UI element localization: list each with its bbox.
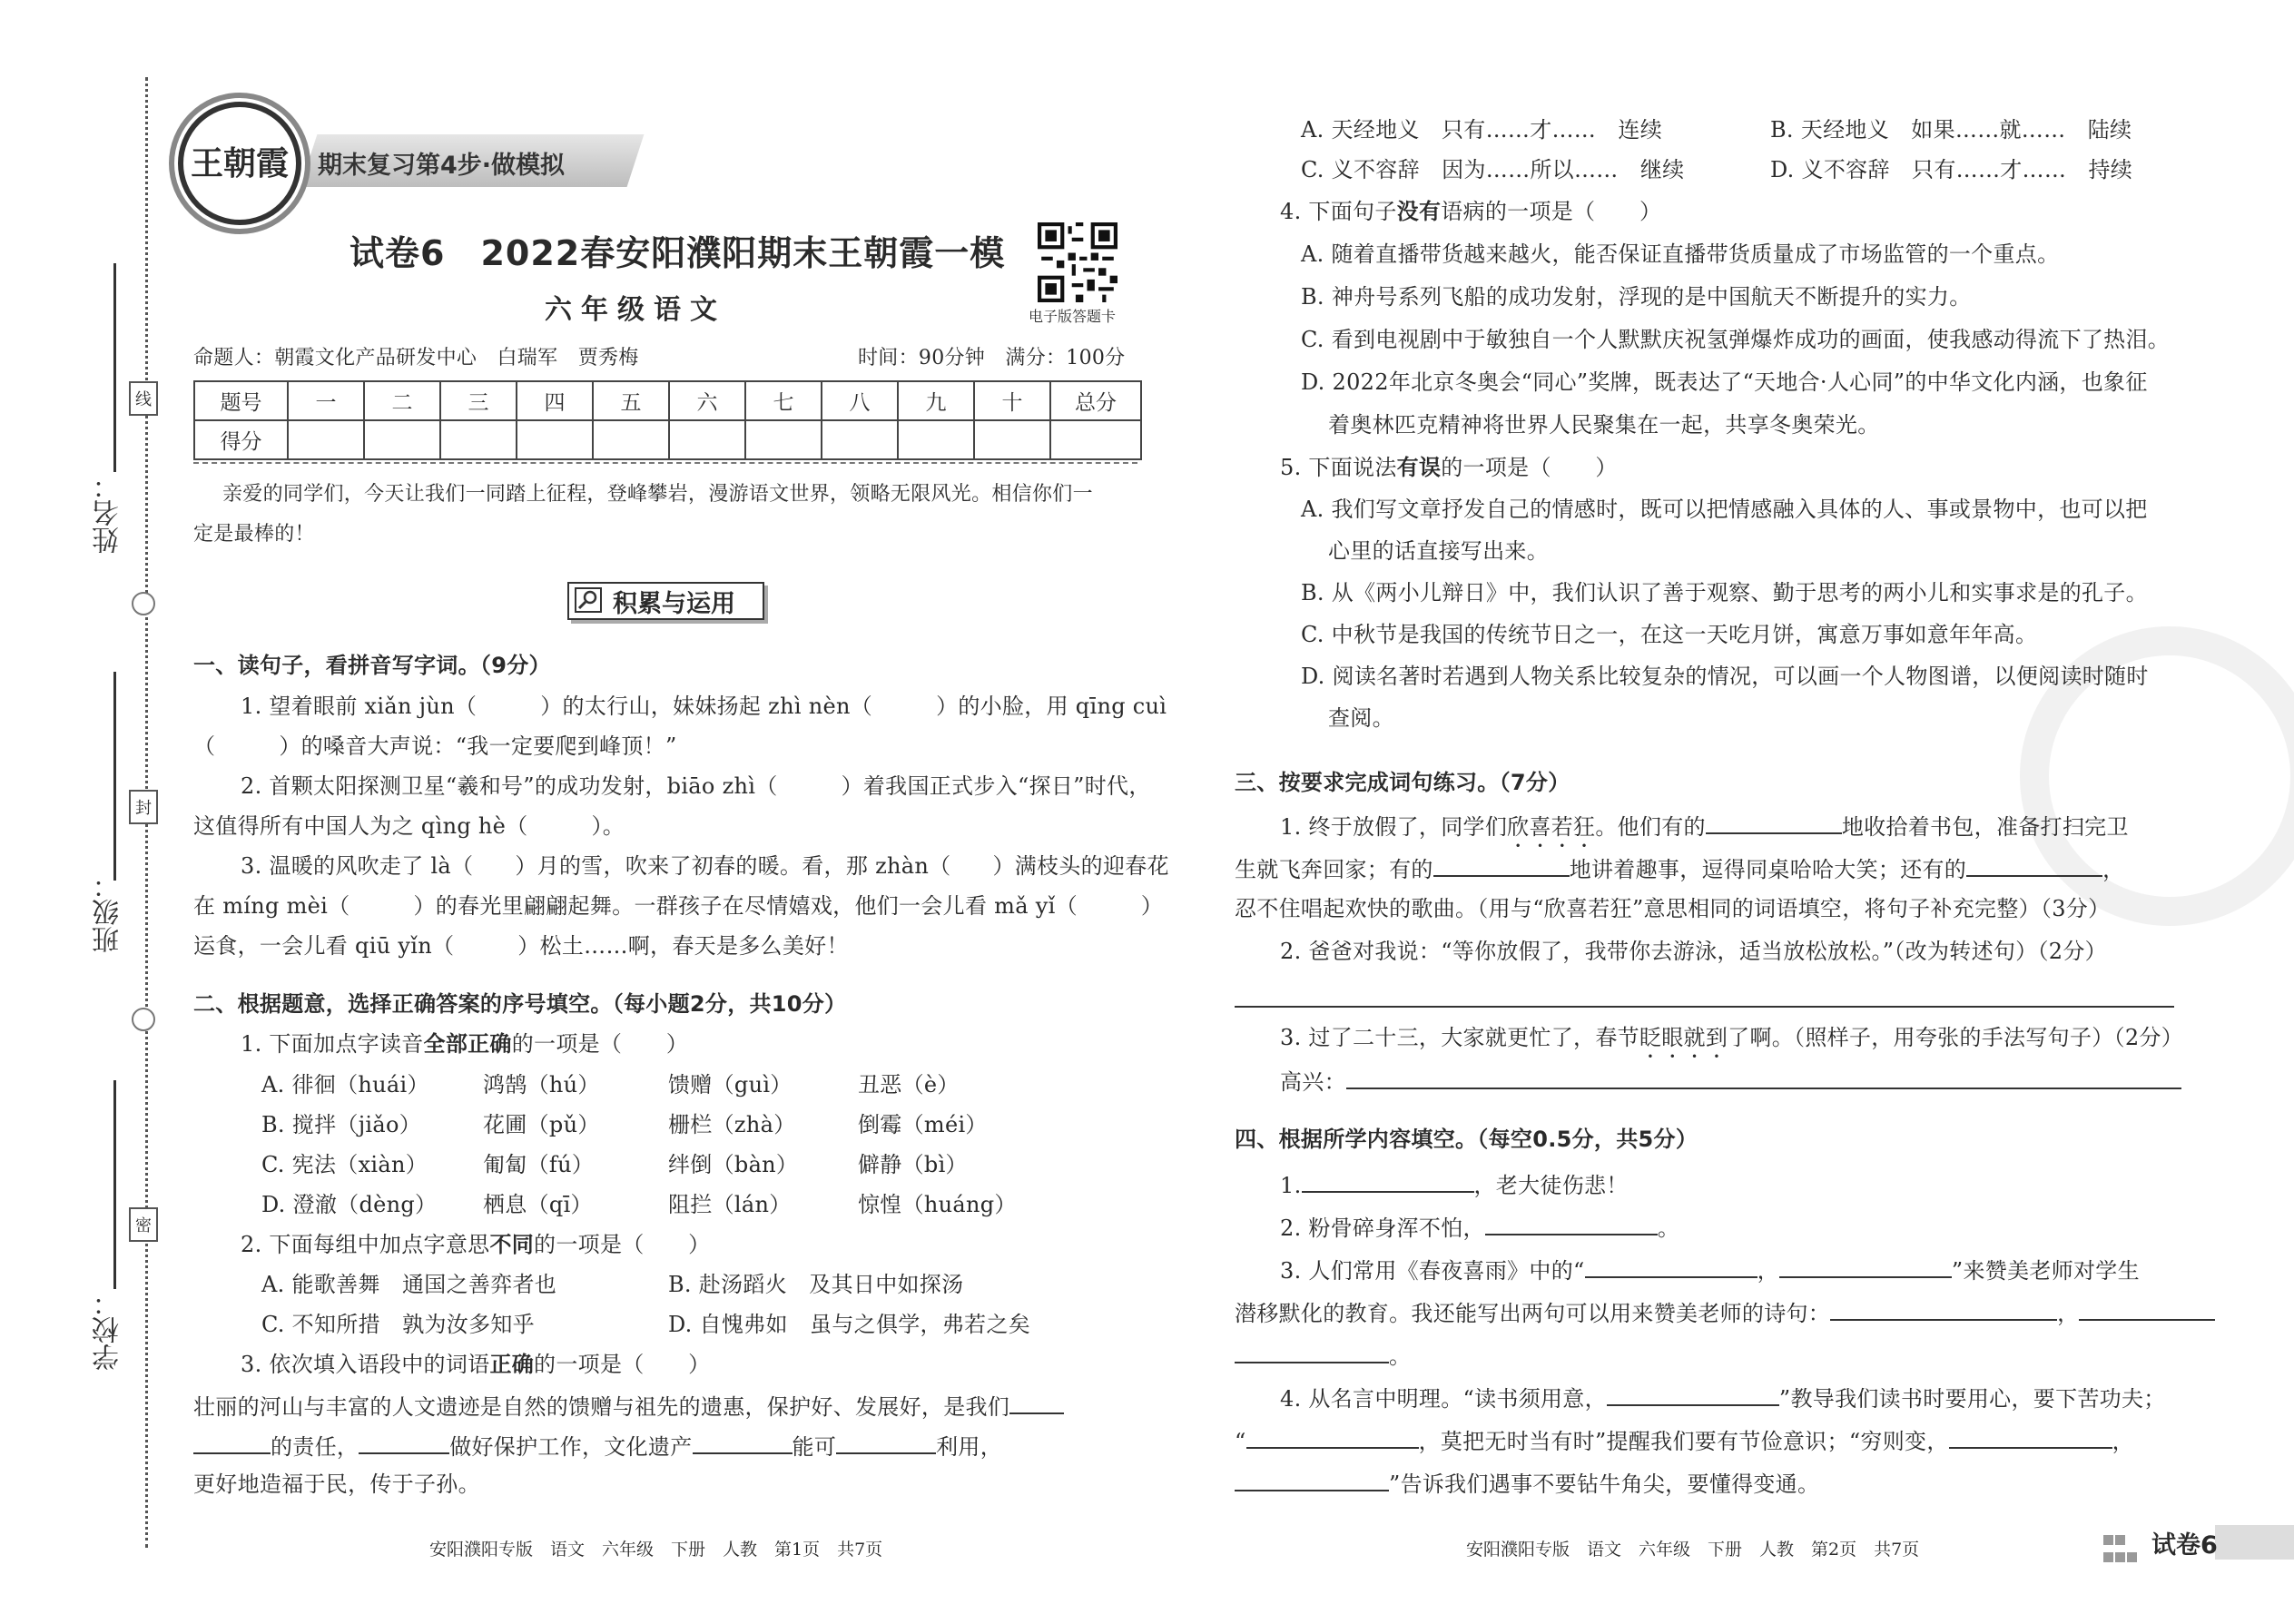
- answer-blank[interactable]: [1485, 1212, 1658, 1235]
- qr-caption: 电子版答题卡: [1029, 308, 1117, 325]
- score-header-cell: 五: [593, 381, 669, 420]
- q1-line: 在 míng mèi（ ）的春光里翩翩起舞。一群孩子在尽情嬉戏，他们一会儿看 mǎ yǐ（ ）: [193, 893, 1164, 919]
- q4-4-line: 4. 从名言中明理。“读书须用意， ”教导我们读书时要用心，要下苦功夫；: [1280, 1383, 2166, 1412]
- q4-4-line: ”告诉我们遇事不要钻牛角尖，要懂得变通。: [1235, 1468, 1819, 1498]
- q2-1-option: 栖息（qī）: [483, 1192, 593, 1217]
- q1-line: （ ）的嗓音大声说：“我一定要爬到峰顶！”: [193, 733, 677, 759]
- class-label: 班级：: [93, 871, 124, 953]
- q1-line: 2. 首颗太阳探测卫星“羲和号”的成功发射，biāo zhì（ ）着我国正式步入“探日”时代，: [241, 773, 1151, 799]
- brand-logo: 王朝霞: [178, 102, 301, 225]
- q2-3-option: D. 义不容辞 只有……才…… 持续: [1770, 157, 2133, 182]
- score-cell[interactable]: [1050, 420, 1141, 459]
- answer-blank[interactable]: [1607, 1383, 1779, 1406]
- q1-line: 这值得所有中国人为之 qìng hè（ ）。: [193, 813, 625, 839]
- q2-3-paragraph: 壮丽的河山与丰富的人文遗迹是自然的馈赠与祖先的遗惠，保护好、发展好，是我们: [193, 1391, 1064, 1421]
- qr-code-icon[interactable]: [1038, 222, 1117, 302]
- q4-4-line: “ ，莫把无时当有时”提醒我们要有节俭意识；“穷则变， ，: [1235, 1425, 2134, 1455]
- binding-hole: [132, 592, 155, 615]
- q2-1-option: B. 搅拌（jiǎo）: [261, 1112, 422, 1137]
- q2-4-option: B. 神舟号系列飞船的成功发射，浮现的是中国航天不断提升的实力。: [1301, 284, 1972, 310]
- answer-blank[interactable]: [1433, 853, 1570, 877]
- binding-hole: [132, 1008, 155, 1031]
- name-label: 姓名：: [93, 472, 124, 554]
- q2-3-option: B. 天经地义 如果……就…… 陆续: [1770, 117, 2132, 143]
- score-header-cell: 总分: [1050, 381, 1141, 420]
- q2-4-option: D. 2022年北京冬奥会“同心”奖牌，既表达了“天地合·人心同”的中华文化内涵，也象征: [1301, 369, 2148, 395]
- q2-1-option: 栅栏（zhà）: [668, 1112, 796, 1137]
- footer-left: 安阳濮阳专版 语文 六年级 下册 人教 第1页 共7页: [429, 1540, 883, 1560]
- q2-1-option: 僻静（bì）: [858, 1152, 968, 1177]
- answer-blank[interactable]: [1235, 1340, 1389, 1363]
- exam-title: 试卷6 2022春安阳濮阳期末王朝霞一模: [350, 233, 1006, 273]
- q2-1-option: 馈赠（guì）: [668, 1072, 793, 1097]
- footer-exam-label: 试卷6: [2151, 1531, 2218, 1560]
- footer-bar: [2215, 1525, 2294, 1560]
- q2-5-stem: 5. 下面说法有误的一项是（ ）: [1280, 454, 1618, 480]
- q2-1-option: 丑恶（è）: [858, 1072, 960, 1097]
- answer-blank[interactable]: [1779, 1255, 1952, 1278]
- q1-line: 1. 望着眼前 xiǎn jùn（ ）的太行山，妹妹扬起 zhì nèn（ ）的小脸，用 qīng cuì: [241, 694, 1167, 719]
- q2-5-option: A. 我们写文章抒发自己的情感时，既可以把情感融入具体的人、事或景物中，也可以把: [1301, 497, 2148, 522]
- q2-1-option: 阻拦（lán）: [668, 1192, 792, 1217]
- score-header-cell: 九: [898, 381, 974, 420]
- q2-1-option: 鸿鹄（hú）: [483, 1072, 600, 1097]
- answer-blank[interactable]: [1302, 1169, 1474, 1193]
- answer-blank[interactable]: [1949, 1425, 2112, 1449]
- class-underline: [113, 672, 116, 881]
- q2-2-option: D. 自愧弗如 虽与之俱学，弗若之矣: [668, 1312, 1031, 1337]
- q2-1-option: 倒霉（méi）: [858, 1112, 988, 1137]
- score-cell[interactable]: [898, 420, 974, 459]
- score-cell[interactable]: [288, 420, 364, 459]
- score-cell[interactable]: [822, 420, 898, 459]
- q2-1-option: 绊倒（bàn）: [668, 1152, 799, 1177]
- q2-5-option: B. 从《两小儿辩日》中，我们认识了善于观察、勤于思考的两小儿和实事求是的孔子。: [1301, 580, 2148, 605]
- q3-1-line: 忍不住唱起欢快的歌曲。（用与“欣喜若狂”意思相同的词语填空，将句子补充完整）（3分）: [1235, 896, 2111, 921]
- q1-line: 运食，一会儿看 qiū yǐn（ ）松土……啊，春天是多么美好！: [193, 933, 849, 959]
- q2-3-option: A. 天经地义 只有……才…… 连续: [1301, 117, 1662, 143]
- score-table-header-row: [194, 381, 1141, 420]
- q2-1-option: C. 宪法（xiàn）: [261, 1152, 428, 1177]
- answer-blank[interactable]: [1830, 1297, 2057, 1321]
- score-cell[interactable]: [517, 420, 593, 459]
- q3-2-line: 2. 爸爸对我说：“等你放假了，我带你去游泳，适当放松放松。”（改为转述句）（2分）: [1280, 939, 2107, 964]
- q1-line: 3. 温暖的风吹走了 là（ ）月的雪，吹来了初春的暖。看，那 zhàn（ ）满枝头的迎春花: [241, 853, 1169, 879]
- score-header-cell: 一: [288, 381, 364, 420]
- name-underline: [113, 263, 116, 472]
- banner-text: 期末复习第4步·做模拟: [318, 152, 566, 180]
- q2-3-paragraph: 的责任， 做好保护工作，文化遗产 能可 利用，: [193, 1431, 1002, 1461]
- q2-2-stem: 2. 下面每组中加点字意思不同的一项是（ ）: [241, 1231, 711, 1257]
- q1-title: 一、读句子，看拼音写字词。（9分）: [193, 653, 551, 678]
- answer-line[interactable]: [1235, 1006, 2174, 1008]
- q4-3-line: 潜移默化的教育。我还能写出两句可以用来赞美老师的诗句： ，: [1235, 1297, 2215, 1327]
- binding-mark-xian: 线: [129, 381, 158, 416]
- score-cell[interactable]: [364, 420, 440, 459]
- section-tag-label: 积累与运用: [613, 590, 735, 618]
- q2-3-stem: 3. 依次填入语段中的词语正确的一项是（ ）: [241, 1351, 711, 1377]
- q2-1-option: A. 徘徊（huái）: [261, 1072, 429, 1097]
- footer-squares: [2102, 1532, 2138, 1567]
- score-header-cell: 二: [364, 381, 440, 420]
- score-cell[interactable]: [593, 420, 669, 459]
- q2-2-option: C. 不知所措 孰为汝多知乎: [261, 1312, 535, 1337]
- answer-blank[interactable]: [1235, 1468, 1389, 1491]
- q3-3-answer: 高兴：: [1280, 1066, 2181, 1096]
- q2-1-stem: 1. 下面加点字读音全部正确的一项是（ ）: [241, 1030, 689, 1057]
- q4-2-line: 2. 粉骨碎身浑不怕， 。: [1280, 1212, 1679, 1242]
- q4-title: 四、根据所学内容填空。（每空0.5分，共5分）: [1235, 1127, 1698, 1152]
- score-row-label: 得分: [194, 420, 288, 459]
- answer-blank[interactable]: [2079, 1297, 2215, 1321]
- answer-blank[interactable]: [1585, 1255, 1757, 1278]
- magnifier-icon: [575, 587, 602, 613]
- q2-2-option: B. 赴汤蹈火 及其日中如探汤: [668, 1272, 964, 1297]
- separator-line: [193, 462, 1137, 464]
- time-score-line: 时间：90分钟 满分：100分: [858, 347, 1126, 369]
- score-table: [193, 380, 1142, 460]
- intro-line: 定是最棒的！: [193, 523, 315, 546]
- q3-title: 三、按要求完成词句练习。（7分）: [1235, 770, 1570, 795]
- q2-1-option: D. 澄澈（dèng）: [261, 1192, 438, 1217]
- q4-3-line: 。: [1235, 1340, 1411, 1370]
- q2-5-option: 心里的话直接写出来。: [1328, 538, 1549, 564]
- score-header-cell: 六: [669, 381, 745, 420]
- answer-blank[interactable]: [1246, 1425, 1419, 1449]
- q2-1-option: 匍匐（fú）: [483, 1152, 595, 1177]
- q2-5-option: C. 中秋节是我国的传统节日之一，在这一天吃月饼，寓意万事如意年年高。: [1301, 622, 2038, 647]
- q2-5-option: 查阅。: [1328, 705, 1394, 731]
- answer-blank[interactable]: [1706, 811, 1842, 834]
- score-cell[interactable]: [669, 420, 745, 459]
- q2-4-stem: 4. 下面句子没有语病的一项是（ ）: [1280, 198, 1662, 224]
- score-cell[interactable]: [974, 420, 1050, 459]
- score-header-cell: 题号: [194, 381, 288, 420]
- score-header-cell: 十: [974, 381, 1050, 420]
- answer-blank[interactable]: [1966, 853, 2102, 877]
- q4-1-line: 1. ，老大徒伤悲！: [1280, 1169, 1629, 1199]
- score-cell[interactable]: [745, 420, 822, 459]
- q2-3-paragraph: 更好地造福于民，传于子孙。: [193, 1471, 480, 1497]
- intro-line: 亲爱的同学们，今天让我们一同踏上征程，登峰攀岩，漫游语文世界，领略无限风光。相信你们一: [222, 483, 1093, 506]
- score-header-cell: 四: [517, 381, 593, 420]
- score-cell[interactable]: [440, 420, 517, 459]
- q2-4-option: C. 看到电视剧中于敏独自一个人默默庆祝氢弹爆炸成功的画面，使我感动得流下了热泪。: [1301, 327, 2171, 352]
- footer-right: 安阳濮阳专版 语文 六年级 下册 人教 第2页 共7页: [1466, 1540, 1920, 1560]
- q2-1-option: 惊惶（huáng）: [858, 1192, 1017, 1217]
- binding-mark-mi: 密: [129, 1207, 158, 1242]
- score-table-value-row: [194, 420, 1141, 459]
- score-header-cell: 八: [822, 381, 898, 420]
- q3-1-line: 1. 终于放假了，同学们欣喜若狂。他们有的 地收拾着书包，准备打扫完卫: [1280, 811, 2129, 852]
- school-underline: [113, 1080, 116, 1289]
- score-header-cell: 七: [745, 381, 822, 420]
- q3-1-line: 生就飞奔回家；有的 地讲着趣事，逗得同桌哈哈大笑；还有的 ，: [1235, 853, 2124, 883]
- q2-title: 二、根据题意，选择正确答案的序号填空。（每小题2分，共10分）: [193, 991, 847, 1017]
- q2-5-option: D. 阅读名著时若遇到人物关系比较复杂的情况，可以画一个人物图谱，以便阅读时随时: [1301, 664, 2149, 689]
- q4-3-line: 3. 人们常用《春夜喜雨》中的“ ， ”来赞美老师对学生: [1280, 1255, 2140, 1284]
- q2-1-option: 花圃（pǔ）: [483, 1112, 600, 1137]
- score-header-cell: 三: [440, 381, 517, 420]
- binding-mark-feng: 封: [129, 790, 158, 824]
- q2-3-option: C. 义不容辞 因为……所以…… 继续: [1301, 157, 1685, 182]
- q2-4-option: A. 随着直播带货越来越火，能否保证直播带货质量成了市场监管的一个重点。: [1301, 241, 2060, 267]
- answer-blank[interactable]: [1346, 1066, 2181, 1089]
- school-label: 学校：: [93, 1289, 124, 1371]
- q3-3-line: 3. 过了二十三，大家就更忙了，春节眨眼就到了啊。（照样子，用夸张的手法写句子）（2分）: [1280, 1025, 2184, 1050]
- q2-2-option: A. 能歌善舞 通国之善弈者也: [261, 1272, 557, 1297]
- exam-subtitle: 六年级语文: [545, 294, 726, 326]
- authors-line: 命题人：朝霞文化产品研发中心 白瑞军 贾秀梅: [193, 347, 639, 369]
- q2-4-option: 着奥林匹克精神将世界人民聚集在一起，共享冬奥荣光。: [1328, 412, 1880, 438]
